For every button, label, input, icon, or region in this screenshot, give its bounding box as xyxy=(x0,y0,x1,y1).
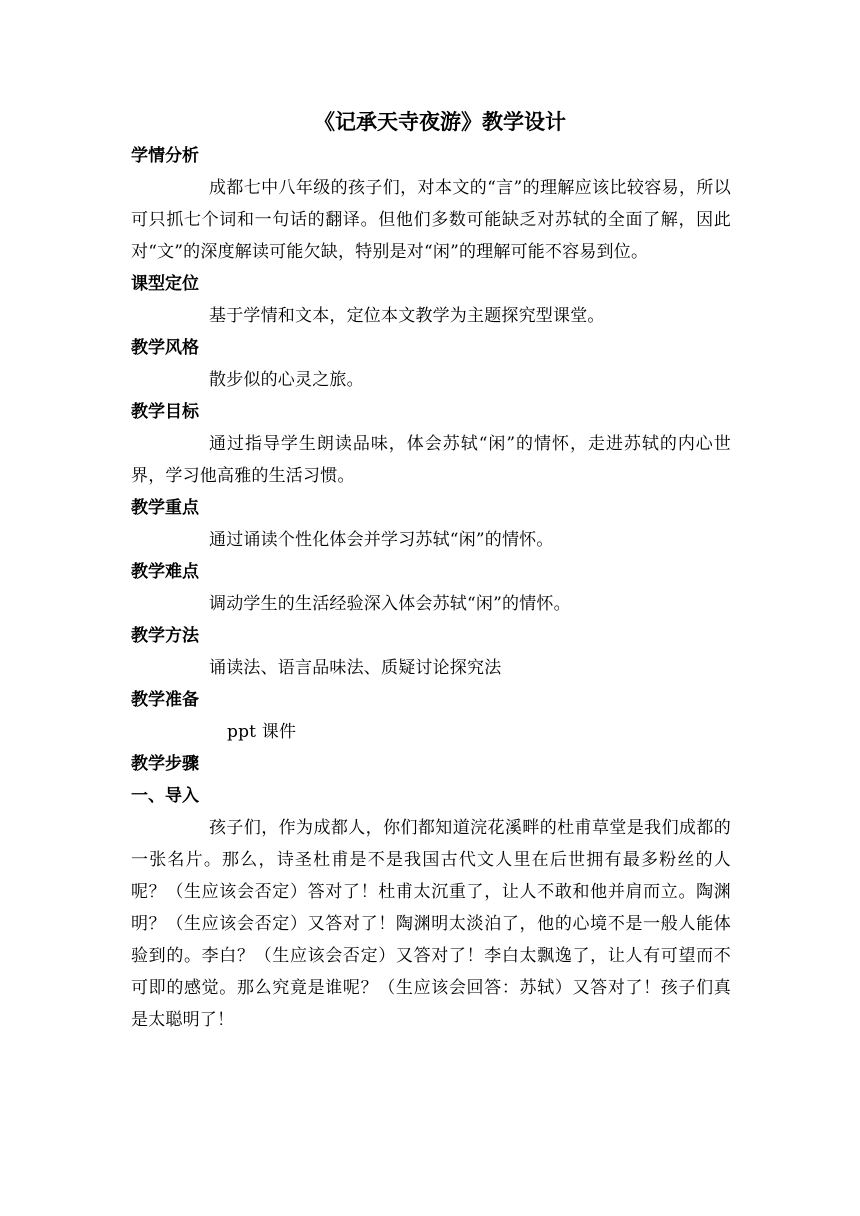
document-title: 《记承天寺夜游》教学设计 xyxy=(314,109,566,134)
heading-teaching-style: 教学风格 xyxy=(131,338,199,358)
heading-learner-analysis: 学情分析 xyxy=(131,146,199,166)
paragraph-introduction: 孩子们，作为成都人，你们都知道浣花溪畔的杜甫草堂是我们成都的一张名片。那么，诗圣杜甫是不是我国古代文人里在后世拥有最多粉丝的人呢？（生应该会否定）答对了！杜甫太沉重了，让人不敢和他并肩而立。陶渊明？（生应该会否定）又答对了！陶渊明太淡泊了，他的心境不是一般人能体验到的。李白？（生应该会否定）又答对了！李白太飘逸了，让人有可望而不可即的感觉。那么究竟是谁呢？（生应该会回答：苏轼）又答对了！孩子们真是太聪明了！ xyxy=(131,818,731,1030)
paragraph-teaching-methods: 诵读法、语言品味法、质疑讨论探究法 xyxy=(209,658,502,678)
heading-difficulties: 教学难点 xyxy=(131,562,199,582)
paragraph-preparation: ppt 课件 xyxy=(227,722,297,742)
paragraph-difficulties: 调动学生的生活经验深入体会苏轼“闲”的情怀。 xyxy=(209,594,571,614)
document-page xyxy=(131,104,731,1036)
paragraph-teaching-goals: 通过指导学生朗读品味，体会苏轼“闲”的情怀，走进苏轼的内心世界，学习他高雅的生活习惯。 xyxy=(131,434,731,486)
heading-teaching-goals: 教学目标 xyxy=(131,402,199,422)
paragraph-key-points: 通过诵读个性化体会并学习苏轼“闲”的情怀。 xyxy=(209,530,554,550)
heading-introduction: 一、导入 xyxy=(131,786,199,806)
heading-teaching-methods: 教学方法 xyxy=(131,626,199,646)
heading-key-points: 教学重点 xyxy=(131,498,199,518)
heading-teaching-steps: 教学步骤 xyxy=(131,754,199,774)
heading-lesson-type: 课型定位 xyxy=(131,274,199,294)
paragraph-teaching-style: 散步似的心灵之旅。 xyxy=(209,370,364,390)
heading-preparation: 教学准备 xyxy=(131,690,199,710)
paragraph-learner-analysis: 成都七中八年级的孩子们，对本文的“言”的理解应该比较容易，所以可只抓七个词和一句话的翻译。但他们多数可能缺乏对苏轼的全面了解，因此对“文”的深度解读可能欠缺，特别是对“闲”的理解可能不容易到位。 xyxy=(131,178,731,262)
paragraph-lesson-type: 基于学情和文本，定位本文教学为主题探究型课堂。 xyxy=(209,306,605,326)
